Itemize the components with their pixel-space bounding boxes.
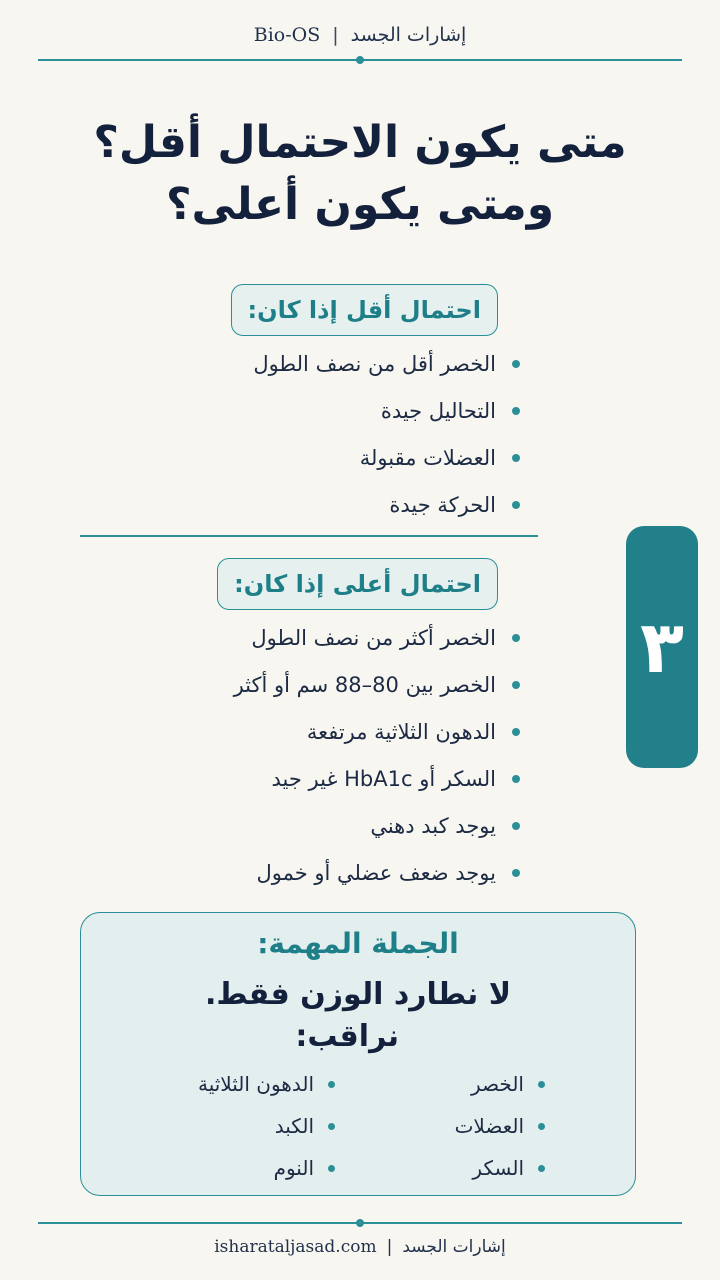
rule-dot-icon [356, 1219, 364, 1227]
list-item [455, 1063, 545, 1105]
list-item [253, 340, 520, 387]
footer [0, 1232, 720, 1262]
bullet-icon [512, 728, 520, 736]
bullet-icon [538, 1165, 545, 1172]
bullet-icon [328, 1165, 335, 1172]
header-separator: | [332, 24, 339, 46]
list-item-text: النوم [273, 1156, 314, 1180]
list-item [253, 387, 520, 434]
higher-risk-list [234, 614, 520, 896]
list-item [253, 481, 520, 528]
footer-name: إشارات الجسد [402, 1237, 506, 1257]
list-item [253, 434, 520, 481]
page-number-tab [626, 526, 698, 768]
brand-name: Bio-OS [253, 24, 321, 46]
monitor-list-left [198, 1063, 335, 1189]
bullet-icon [512, 634, 520, 642]
bullet-icon [512, 869, 520, 877]
list-item [234, 755, 520, 802]
list-item [198, 1147, 335, 1189]
bullet-icon [538, 1123, 545, 1130]
lower-risk-heading: احتمال أقل إذا كان: [231, 284, 499, 336]
footer-rule [38, 1222, 682, 1224]
list-item-text: السكر أو HbA1c غير جيد [271, 766, 496, 791]
title-line-1: متى يكون الاحتمال أقل؟ [93, 117, 627, 168]
footer-site[interactable]: isharataljasad.com [214, 1237, 377, 1257]
list-item [234, 614, 520, 661]
list-item-text: العضلات مقبولة [359, 445, 496, 470]
list-item-text: الدهون الثلاثية مرتفعة [306, 719, 496, 744]
list-item [198, 1105, 335, 1147]
list-item [234, 661, 520, 708]
monitor-list-right [455, 1063, 545, 1189]
bullet-icon [512, 822, 520, 830]
list-item-text: الخصر [471, 1072, 524, 1096]
higher-risk-heading: احتمال أعلى إذا كان: [217, 558, 498, 610]
list-item-text: التحاليل جيدة [380, 398, 496, 423]
bullet-icon [512, 454, 520, 462]
list-item [234, 708, 520, 755]
title-line-2: ومتى يكون أعلى؟ [165, 179, 555, 230]
key-sentence-line-1: لا نطارد الوزن فقط. [204, 977, 512, 1012]
rule-dot-icon [356, 56, 364, 64]
list-item [234, 802, 520, 849]
list-item-text: الخصر أقل من نصف الطول [253, 351, 496, 376]
bullet-icon [512, 360, 520, 368]
list-item-text: الدهون الثلاثية [197, 1072, 314, 1096]
key-sentence-line-2: نراقب: [295, 1019, 399, 1054]
lower-risk-list [253, 340, 520, 528]
list-item-text: السكر [472, 1156, 524, 1180]
list-item-text: يوجد كبد دهني [370, 813, 496, 838]
key-sentence-box [80, 912, 636, 1196]
list-item-text: الكبد [274, 1114, 314, 1138]
header-rule [38, 59, 682, 61]
bullet-icon [512, 775, 520, 783]
list-item-text: الخصر أكثر من نصف الطول [251, 625, 496, 650]
bullet-icon [512, 501, 520, 509]
header [0, 18, 720, 52]
bullet-icon [538, 1081, 545, 1088]
list-item-text: يوجد ضعف عضلي أو خمول [256, 860, 496, 885]
bullet-icon [512, 407, 520, 415]
page-title [40, 112, 680, 236]
bullet-icon [328, 1123, 335, 1130]
list-item-text: الحركة جيدة [389, 492, 496, 517]
list-item [455, 1105, 545, 1147]
footer-separator: | [386, 1237, 393, 1257]
page-number: ٣ [640, 605, 684, 689]
bullet-icon [512, 681, 520, 689]
list-item [234, 849, 520, 896]
list-item-text: الخصر بين 80–88 سم أو أكثر [233, 672, 496, 697]
header-section: إشارات الجسد [350, 24, 467, 46]
section-divider [80, 535, 538, 537]
list-item-text: العضلات [454, 1114, 524, 1138]
bullet-icon [328, 1081, 335, 1088]
list-item [455, 1147, 545, 1189]
key-sentence-heading: الجملة المهمة: [257, 927, 459, 960]
list-item [198, 1063, 335, 1105]
